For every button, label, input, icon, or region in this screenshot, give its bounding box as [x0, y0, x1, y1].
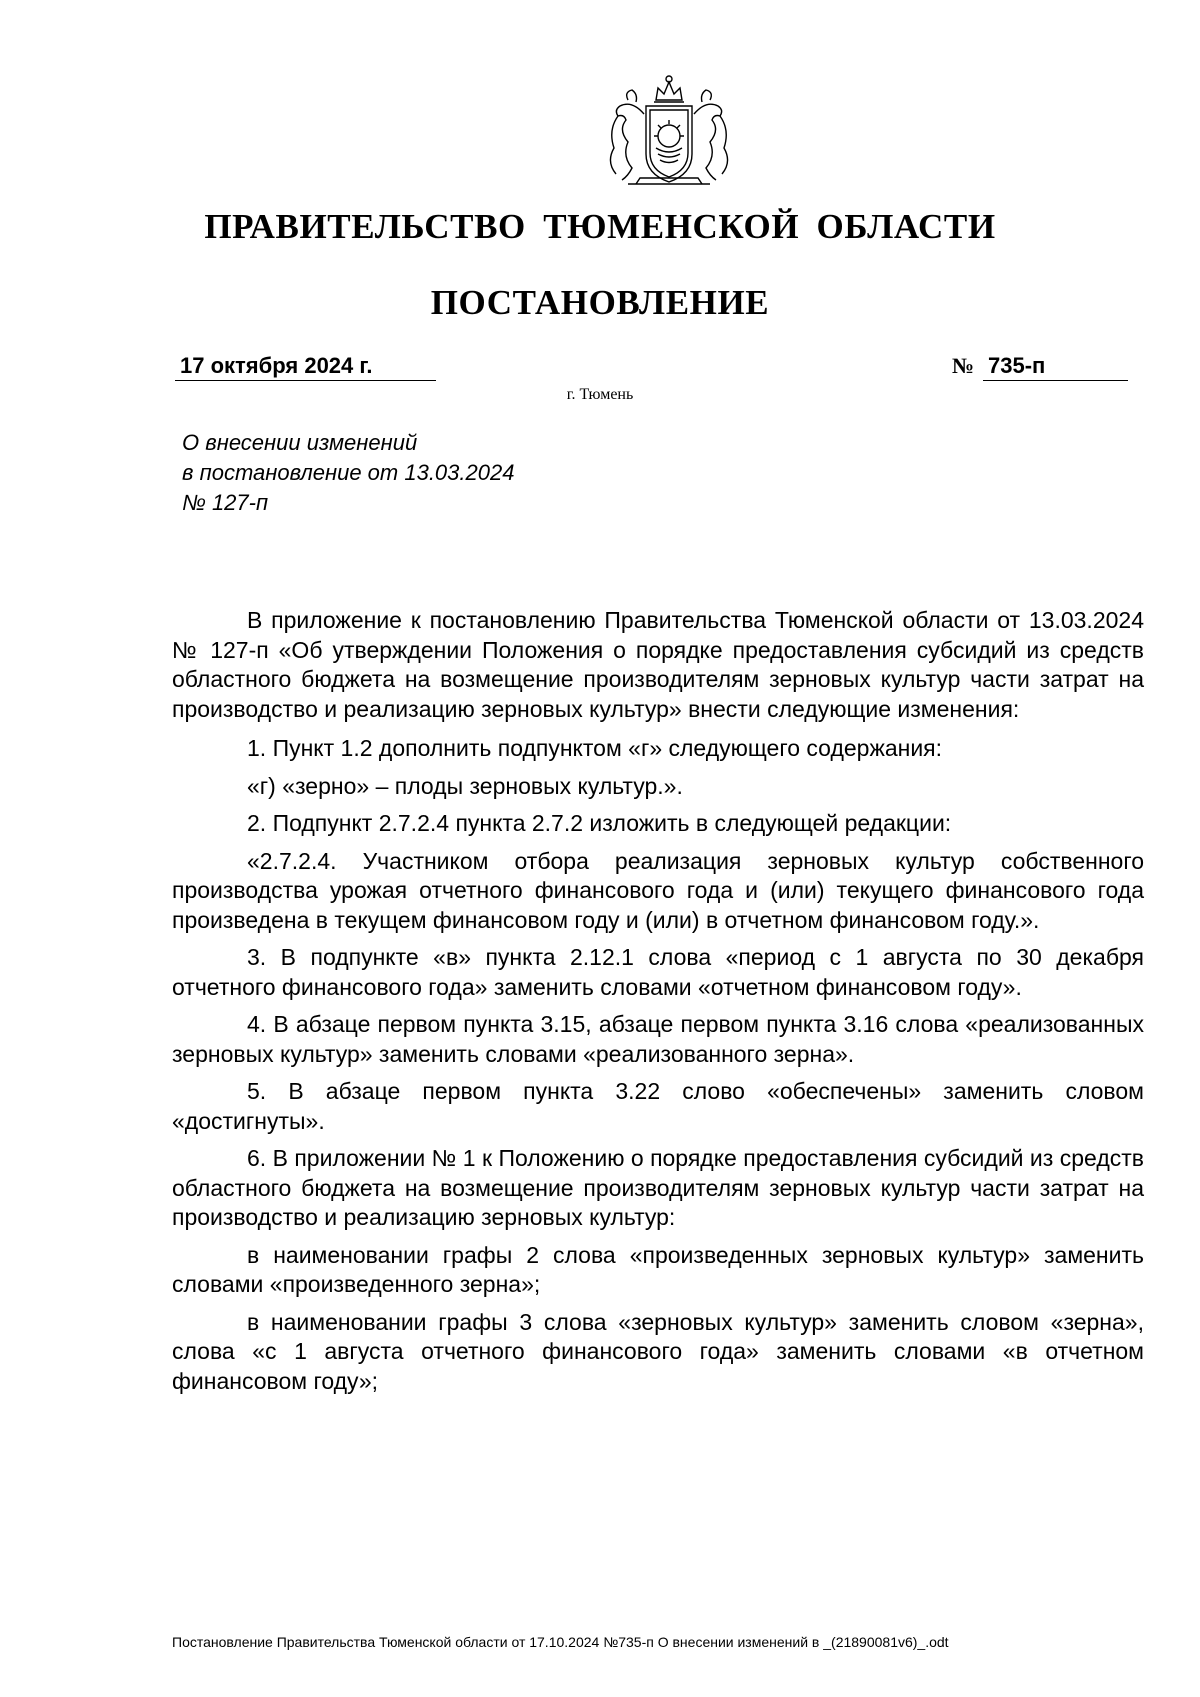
subject-line: № 127-п	[182, 490, 269, 515]
footer-filename: Постановление Правительства Тюменской области от 17.10.2024 №735-п О внесении изменений в _(21890081v6)_.odt	[172, 1634, 949, 1650]
body-paragraph: 3. В подпункте «в» пункта 2.12.1 слова «период с 1 августа по 30 декабря отчетного финансового года» заменить словами «отчетном финансовом году».	[172, 944, 1144, 1000]
body-paragraph: 1. Пункт 1.2 дополнить подпунктом «г» следующего содержания:	[247, 735, 943, 761]
body-paragraph: В приложение к постановлению Правительства Тюменской области от 13.03.2024 № 127-п «Об утверждении Положения о порядке предоставления субсидий из средств областного бюджета на возмещение производителям зерновых культур части затрат на производство и реализацию зерновых культур» внести следующие изменения:	[172, 607, 1144, 722]
document-subject	[182, 428, 514, 518]
body-paragraph: в наименовании графы 3 слова «зерновых культур» заменить словом «зерна», слова «с 1 августа отчетного финансового года» заменить словами «в отчетном финансовом году»;	[172, 1308, 1144, 1394]
body-paragraph: 5. В абзаце первом пункта 3.22 слово «обеспечены» заменить словом «достигнуты».	[172, 1078, 1144, 1134]
body-paragraph: в наименовании графы 2 слова «произведенных зерновых культур» заменить словами «произведенного зерна»;	[172, 1241, 1144, 1297]
city: г. Тюмень	[566, 386, 634, 403]
body-paragraph: 2. Подпункт 2.7.2.4 пункта 2.7.2 изложить в следующей редакции:	[247, 810, 952, 836]
body-paragraph: «2.7.2.4. Участником отбора реализация зерновых культур собственного производства урожая отчетного финансового года и (или) текущего финансового года произведена в текущем финансовом году и (или) в отчетном финансовом году.».	[172, 847, 1144, 933]
document-number-label: №	[952, 353, 975, 378]
government-name: ПРАВИТЕЛЬСТВО ТЮМЕНСКОЙ ОБЛАСТИ	[204, 207, 996, 246]
subject-line: О внесении изменений	[182, 430, 418, 455]
subject-line: в постановление от 13.03.2024	[182, 460, 515, 485]
document-body	[172, 606, 1144, 1404]
body-paragraph: «г) «зерно» – плоды зерновых культур.».	[247, 772, 683, 799]
body-paragraph: 6. В приложении № 1 к Положению о порядке предоставления субсидий из средств областного бюджета на возмещение производителям зерновых культур части затрат на производство и реализацию зерновых культур:	[172, 1145, 1144, 1230]
body-paragraph: 4. В абзаце первом пункта 3.15, абзаце первом пункта 3.16 слова «реализованных зерновых культур» заменить словами «реализованного зерна».	[172, 1011, 1144, 1067]
document-number: 735-п	[983, 352, 1128, 381]
coat-of-arms-icon	[588, 70, 750, 190]
document-date: 17 октября 2024 г.	[175, 352, 436, 381]
document-type: ПОСТАНОВЛЕНИЕ	[430, 283, 770, 322]
